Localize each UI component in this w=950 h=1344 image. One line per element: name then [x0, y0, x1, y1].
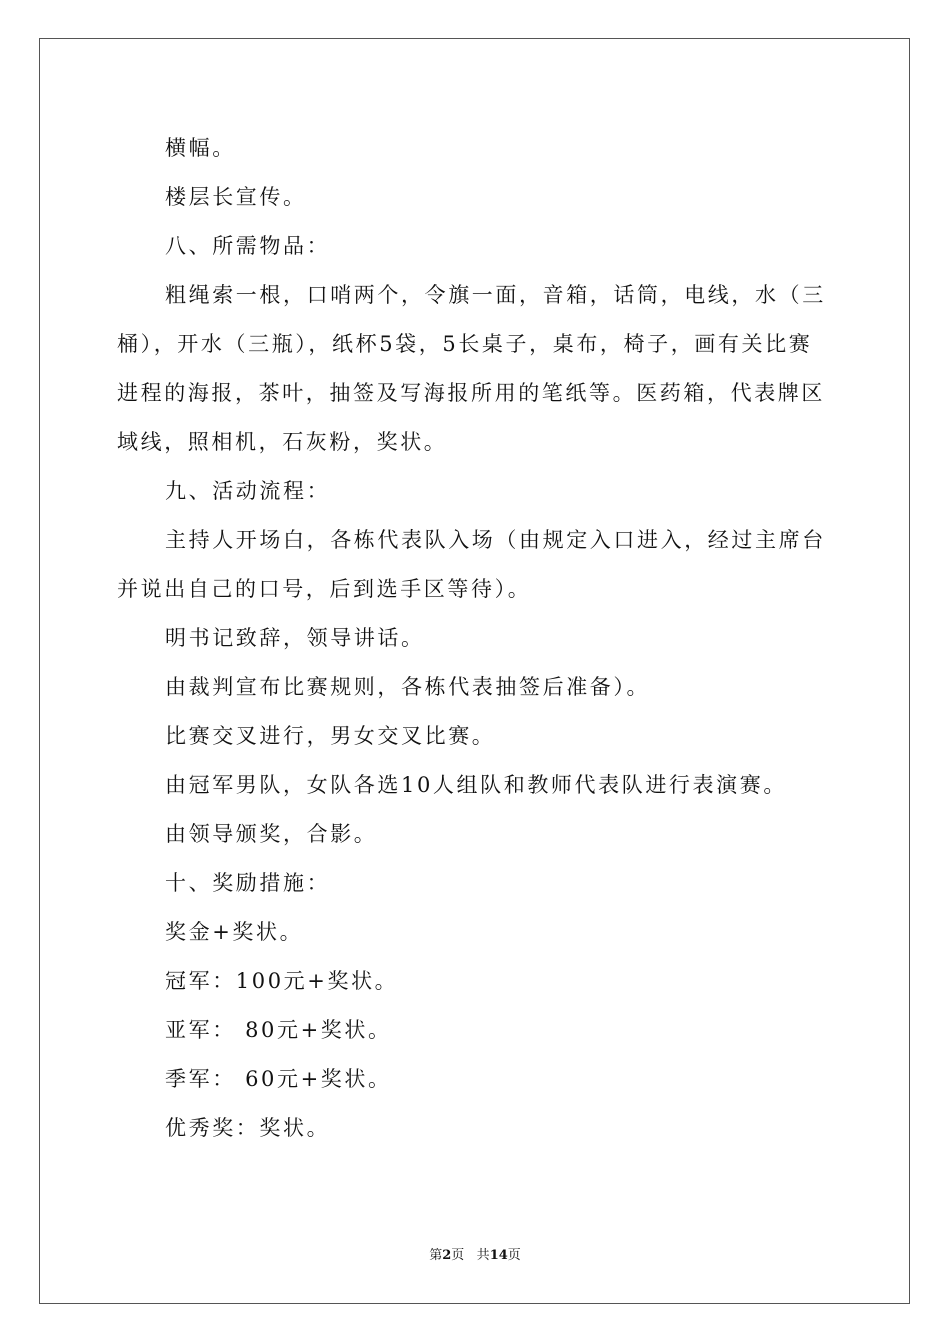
page-suffix: 页	[451, 1248, 465, 1263]
paragraph: 优秀奖：奖状。	[165, 1116, 331, 1140]
section-heading: 十、奖励措施：	[165, 871, 331, 895]
page-prefix: 第	[429, 1248, 443, 1263]
paragraph: 冠军：100元+奖状。	[165, 969, 399, 993]
paragraph: 粗绳索一根，口哨两个，令旗一面，音箱，话筒，电线，水（三桶），开水（三瓶），纸杯5袋，5长桌子，桌布，椅子，画有关比赛进程的海报，茶叶，抽签及写海报所用的笔纸等。医药箱，代表牌区域线，照相机，石灰粉，奖状。	[117, 283, 826, 454]
paragraph: 奖金+奖状。	[165, 920, 304, 944]
paragraph: 亚军： 80元+奖状。	[165, 1018, 392, 1042]
paragraph: 季军： 60元+奖状。	[165, 1067, 392, 1091]
total-suffix: 页	[507, 1248, 521, 1263]
paragraph: 明书记致辞，领导讲话。	[165, 626, 425, 650]
paragraph: 由领导颁奖，合影。	[165, 822, 378, 846]
paragraph: 主持人开场白，各栋代表队入场（由规定入口进入，经过主席台并说出自己的口号，后到选手区等待）。	[117, 528, 826, 601]
paragraph: 横幅。	[165, 136, 236, 160]
section-heading: 八、所需物品：	[165, 234, 331, 258]
section-heading: 九、活动流程：	[165, 479, 331, 503]
paragraph: 由裁判宣布比赛规则，各栋代表抽签后准备）。	[165, 675, 651, 699]
page-total: 14	[489, 1248, 508, 1263]
paragraph: 比赛交叉进行，男女交叉比赛。	[165, 724, 496, 748]
page-footer	[0, 1247, 950, 1265]
document-body	[117, 124, 833, 1153]
paragraph: 由冠军男队，女队各选10人组队和教师代表队进行表演赛。	[165, 773, 787, 797]
paragraph: 楼层长宣传。	[165, 185, 307, 209]
page-current: 2	[442, 1248, 452, 1263]
total-prefix: 共	[476, 1248, 490, 1263]
